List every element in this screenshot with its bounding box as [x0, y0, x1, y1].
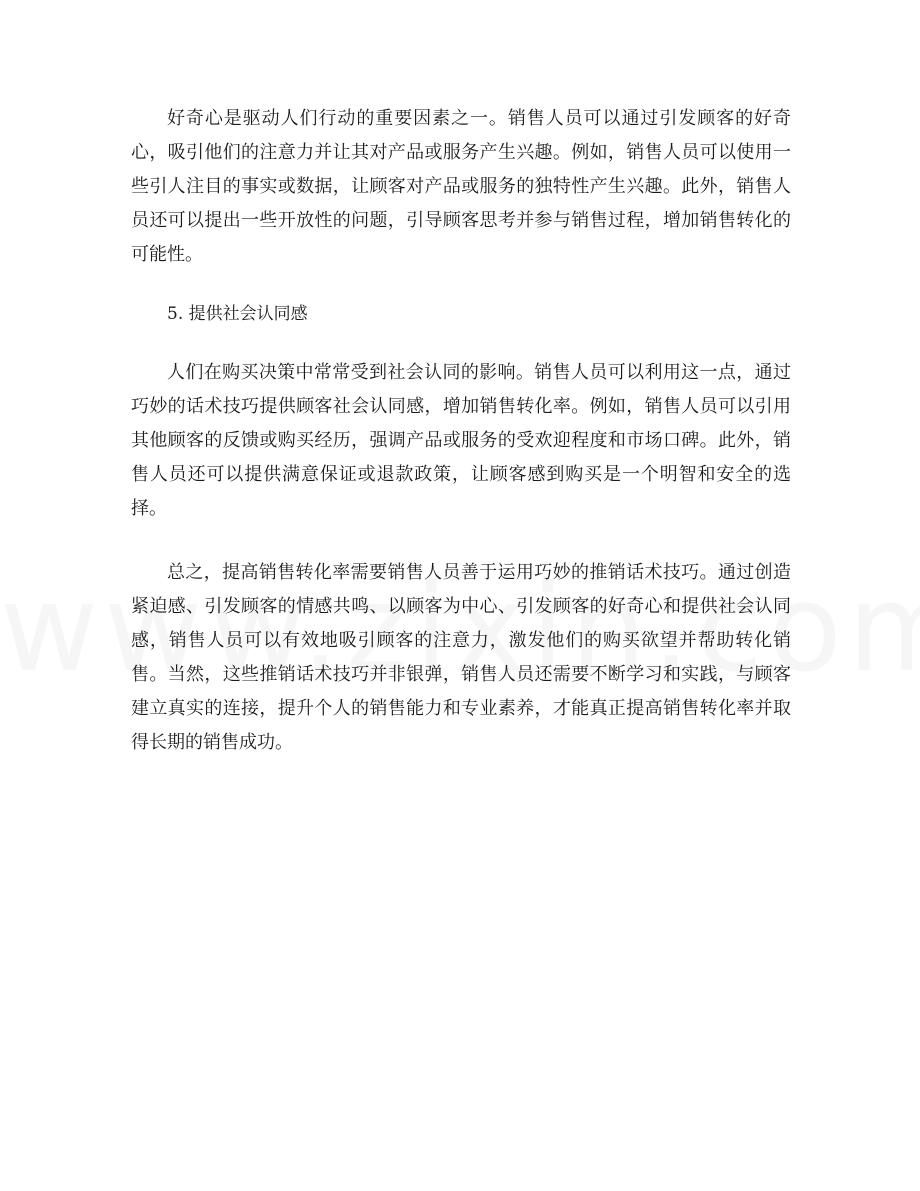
document-body	[131, 102, 791, 760]
section-heading: 5. 提供社会认同感	[167, 304, 308, 324]
paragraph-social-proof: 人们在购买决策中常常受到社会认同的影响。销售人员可以利用这一点，通过巧妙的话术技巧提供顾客社会认同感，增加销售转化率。例如，销售人员可以引用其他顾客的反馈或购买经历，强调产品或服务的受欢迎程度和市场口碑。此外，销售人员还可以提供满意保证或退款政策，让顾客感到购买是一个明智和安全的选择。	[131, 362, 791, 519]
paragraph-conclusion: 总之，提高销售转化率需要销售人员善于运用巧妙的推销话术技巧。通过创造紧迫感、引发顾客的情感共鸣、以顾客为中心、引发顾客的好奇心和提供社会认同感，销售人员可以有效地吸引顾客的注意力，激发他们的购买欲望并帮助转化销售。当然，这些推销话术技巧并非银弹，销售人员还需要不断学习和实践，与顾客建立真实的连接，提升个人的销售能力和专业素养，才能真正提高销售转化率并取得长期的销售成功。	[131, 562, 791, 753]
paragraph-curiosity: 好奇心是驱动人们行动的重要因素之一。销售人员可以通过引发顾客的好奇心，吸引他们的注意力并让其对产品或服务产生兴趣。例如，销售人员可以使用一些引人注目的事实或数据，让顾客对产品或服务的独特性产生兴趣。此外，销售人员还可以提出一些开放性的问题，引导顾客思考并参与销售过程，增加销售转化的可能性。	[131, 108, 791, 265]
